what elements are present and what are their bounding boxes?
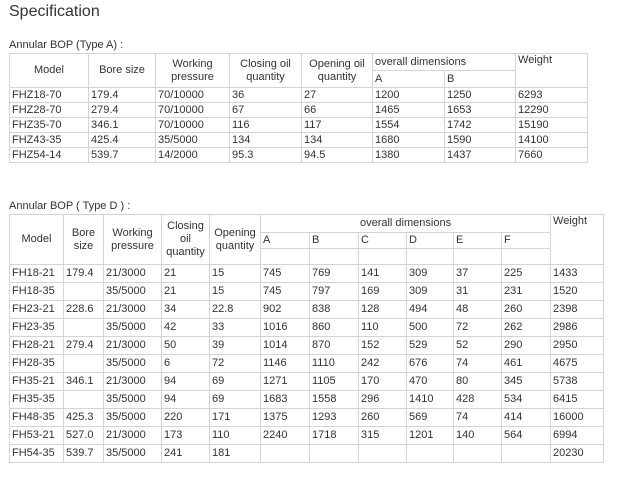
cell-closing-oil: 34 [162,301,210,319]
cell-closing-oil: 173 [162,427,210,445]
cell-working-pressure: 70/10000 [156,103,230,118]
cell-dim-d: 676 [407,355,454,373]
cell-weight: 1433 [551,265,604,283]
cell-dim-e: 80 [454,373,502,391]
header-dim-spacer [407,249,454,265]
cell-dim-f: 414 [502,409,551,427]
header-model: Model [10,215,64,265]
cell-dim-d: 470 [407,373,454,391]
cell-closing-oil: 42 [162,319,210,337]
header-dim-spacer [310,249,359,265]
table-row [10,337,604,355]
cell-dim-f [502,445,551,463]
cell-closing-oil: 95.3 [230,148,302,163]
header-working-pressure [156,54,230,88]
header-closing-line3: quantity [166,246,205,258]
cell-opening-quantity: 15 [210,283,261,301]
cell-opening-quantity: 72 [210,355,261,373]
cell-bore-size: 539.7 [64,445,104,463]
cell-bore-size: 425.3 [64,409,104,427]
cell-dim-a: 1680 [373,133,445,148]
header-opening-line1: Opening [214,226,256,239]
cell-dim-f: 231 [502,283,551,301]
table-row [10,133,588,148]
header-bore-line1: Bore [71,226,96,239]
cell-opening-quantity: 69 [210,391,261,409]
header-dim-spacer [359,249,407,265]
cell-dim-d: 1410 [407,391,454,409]
cell-dim-b: 1558 [310,391,359,409]
table-a-body [10,88,588,163]
cell-dim-b: 797 [310,283,359,301]
cell-closing-oil: 67 [230,103,302,118]
cell-weight: 7660 [516,148,588,163]
cell-dim-c: 169 [359,283,407,301]
cell-dim-d [407,445,454,463]
cell-dim-b: 1293 [310,409,359,427]
cell-dim-c: 170 [359,373,407,391]
cell-model: FH35-35 [10,391,64,409]
cell-working-pressure: 21/3000 [104,265,162,283]
header-working-line1: Working [112,226,153,239]
cell-working-pressure: 35/5000 [104,445,162,463]
cell-dim-a: 1683 [261,391,310,409]
header-dim-a: A [373,71,445,88]
cell-bore-size: 279.4 [89,103,156,118]
header-working-line1: Working [172,57,213,70]
cell-dim-b: 838 [310,301,359,319]
cell-model: FHZ28-70 [10,103,89,118]
cell-working-pressure: 35/5000 [104,319,162,337]
cell-dim-f: 461 [502,355,551,373]
cell-dim-e [454,445,502,463]
page-title: Specification [9,3,100,20]
cell-closing-oil: 94 [162,373,210,391]
header-bore-size [64,215,104,265]
cell-opening-quantity: 15 [210,265,261,283]
cell-opening-oil: 27 [302,88,373,103]
header-closing-oil [230,54,302,88]
header-dim-d: D [407,233,454,249]
annular-bop-type-d-table [9,214,604,463]
cell-dim-a: 902 [261,301,310,319]
cell-dim-a [261,445,310,463]
header-closing-line1: Closing oil [240,57,291,70]
cell-dim-c: 141 [359,265,407,283]
cell-dim-e: 74 [454,355,502,373]
cell-opening-oil: 94.5 [302,148,373,163]
cell-working-pressure: 35/5000 [104,283,162,301]
cell-opening-oil: 66 [302,103,373,118]
header-dim-spacer [261,249,310,265]
cell-bore-size: 539.7 [89,148,156,163]
table-row [10,319,604,337]
cell-weight: 6415 [551,391,604,409]
cell-dim-e: 74 [454,409,502,427]
table-row [10,148,588,163]
cell-dim-d: 1201 [407,427,454,445]
cell-dim-b: 860 [310,319,359,337]
cell-dim-f: 260 [502,301,551,319]
header-closing-oil [162,215,210,265]
cell-dim-e: 428 [454,391,502,409]
cell-bore-size: 279.4 [64,337,104,355]
cell-dim-a: 1554 [373,118,445,133]
cell-dim-b: 1110 [310,355,359,373]
cell-dim-b: 1437 [445,148,516,163]
cell-weight: 20230 [551,445,604,463]
table-row [10,265,604,283]
cell-dim-f: 225 [502,265,551,283]
cell-dim-d: 500 [407,319,454,337]
cell-closing-oil: 21 [162,265,210,283]
cell-working-pressure: 35/5000 [104,391,162,409]
header-closing-line2: quantity [246,70,285,83]
table-d-body [10,265,604,463]
header-dim-b: B [310,233,359,249]
cell-bore-size [64,391,104,409]
header-opening-line1: Opening oil [309,57,365,70]
header-overall-dimensions: overall dimensions [373,54,516,71]
table-row [10,301,604,319]
cell-bore-size: 527.0 [64,427,104,445]
cell-dim-a: 1375 [261,409,310,427]
cell-dim-a: 2240 [261,427,310,445]
cell-model: FH54-35 [10,445,64,463]
cell-weight: 2398 [551,301,604,319]
cell-working-pressure: 35/5000 [104,355,162,373]
cell-dim-b: 1742 [445,118,516,133]
cell-working-pressure: 70/10000 [156,88,230,103]
cell-opening-quantity: 181 [210,445,261,463]
header-dim-b: B [445,71,516,88]
cell-dim-d: 309 [407,265,454,283]
cell-closing-oil: 6 [162,355,210,373]
cell-opening-quantity: 171 [210,409,261,427]
cell-weight: 2950 [551,337,604,355]
cell-opening-oil: 117 [302,118,373,133]
cell-dim-a: 1380 [373,148,445,163]
header-overall-dimensions: overall dimensions [261,215,551,233]
header-dim-e: E [454,233,502,249]
cell-model: FH23-21 [10,301,64,319]
cell-dim-d: 529 [407,337,454,355]
cell-opening-quantity: 69 [210,373,261,391]
table-row [10,373,604,391]
cell-bore-size [64,355,104,373]
cell-opening-quantity: 39 [210,337,261,355]
cell-bore-size [64,319,104,337]
cell-dim-a: 1014 [261,337,310,355]
cell-working-pressure: 21/3000 [104,337,162,355]
annular-bop-type-a-table [9,53,588,163]
cell-dim-b: 1590 [445,133,516,148]
cell-weight: 1520 [551,283,604,301]
cell-weight: 6994 [551,427,604,445]
cell-dim-a: 745 [261,283,310,301]
table-row [10,118,588,133]
cell-dim-e: 72 [454,319,502,337]
cell-weight: 16000 [551,409,604,427]
cell-closing-oil: 50 [162,337,210,355]
cell-dim-a: 1271 [261,373,310,391]
header-working-pressure [104,215,162,265]
header-working-line2: pressure [171,70,214,83]
header-model: Model [10,54,89,88]
cell-dim-c: 296 [359,391,407,409]
table-d-caption: Annular BOP ( Type D ) : [9,200,131,212]
cell-dim-a: 1465 [373,103,445,118]
header-dim-f: F [502,233,551,249]
header-opening-oil [302,54,373,88]
cell-model: FH48-35 [10,409,64,427]
header-opening-line2: quantity [317,70,357,83]
cell-dim-d: 494 [407,301,454,319]
table-row [10,103,588,118]
cell-dim-b: 1250 [445,88,516,103]
cell-dim-a: 1146 [261,355,310,373]
header-dim-c: C [359,233,407,249]
cell-dim-e: 140 [454,427,502,445]
cell-weight: 6293 [516,88,588,103]
cell-dim-a: 1016 [261,319,310,337]
cell-opening-quantity: 22.8 [210,301,261,319]
cell-closing-oil: 116 [230,118,302,133]
cell-model: FH53-21 [10,427,64,445]
cell-dim-b: 1718 [310,427,359,445]
cell-opening-oil: 134 [302,133,373,148]
cell-weight: 5738 [551,373,604,391]
table-row [10,427,604,445]
cell-working-pressure: 21/3000 [104,373,162,391]
cell-dim-e: 37 [454,265,502,283]
cell-dim-e: 52 [454,337,502,355]
cell-dim-b: 1105 [310,373,359,391]
cell-weight: 14100 [516,133,588,148]
cell-dim-c: 152 [359,337,407,355]
cell-dim-c: 260 [359,409,407,427]
cell-opening-quantity: 33 [210,319,261,337]
cell-dim-b: 769 [310,265,359,283]
cell-weight: 12290 [516,103,588,118]
cell-dim-d: 569 [407,409,454,427]
header-opening-quantity [210,215,261,265]
cell-bore-size: 346.1 [89,118,156,133]
cell-opening-quantity: 110 [210,427,261,445]
cell-dim-f: 564 [502,427,551,445]
cell-dim-c: 315 [359,427,407,445]
cell-working-pressure: 35/5000 [156,133,230,148]
table-row [10,355,604,373]
cell-model: FH23-35 [10,319,64,337]
cell-bore-size: 346.1 [64,373,104,391]
table-row [10,445,604,463]
cell-dim-a: 1200 [373,88,445,103]
table-row [10,283,604,301]
cell-model: FHZ18-70 [10,88,89,103]
cell-dim-f: 290 [502,337,551,355]
cell-closing-oil: 36 [230,88,302,103]
cell-weight: 4675 [551,355,604,373]
cell-dim-b: 1653 [445,103,516,118]
cell-dim-f: 262 [502,319,551,337]
cell-dim-f: 534 [502,391,551,409]
cell-bore-size: 179.4 [64,265,104,283]
header-closing-line2: oil [179,233,191,245]
cell-model: FH28-21 [10,337,64,355]
cell-dim-b: 870 [310,337,359,355]
cell-dim-f: 345 [502,373,551,391]
cell-model: FH18-35 [10,283,64,301]
cell-weight: 2986 [551,319,604,337]
cell-dim-c: 110 [359,319,407,337]
cell-weight: 15190 [516,118,588,133]
header-bore-line2: size [73,239,94,252]
header-opening-line2: quantity [215,239,255,252]
header-dim-spacer [454,249,502,265]
cell-dim-e: 31 [454,283,502,301]
cell-model: FH28-35 [10,355,64,373]
cell-closing-oil: 21 [162,283,210,301]
header-dim-a: A [261,233,310,249]
cell-dim-c: 128 [359,301,407,319]
cell-dim-c [359,445,407,463]
header-weight: Weight [551,215,604,265]
cell-dim-b [310,445,359,463]
cell-closing-oil: 94 [162,391,210,409]
cell-working-pressure: 21/3000 [104,301,162,319]
header-weight: Weight [516,54,588,88]
header-working-line2: pressure [111,239,154,252]
table-row [10,88,588,103]
cell-closing-oil: 220 [162,409,210,427]
header-bore-size: Bore size [89,54,156,88]
cell-working-pressure: 35/5000 [104,409,162,427]
cell-bore-size: 228.6 [64,301,104,319]
cell-model: FHZ35-70 [10,118,89,133]
cell-bore-size [64,283,104,301]
header-dim-spacer [502,249,551,265]
cell-working-pressure: 14/2000 [156,148,230,163]
cell-dim-e: 48 [454,301,502,319]
table-row [10,391,604,409]
cell-model: FHZ54-14 [10,148,89,163]
cell-closing-oil: 134 [230,133,302,148]
header-closing-line1: Closing [167,220,204,232]
cell-working-pressure: 70/10000 [156,118,230,133]
cell-dim-d: 309 [407,283,454,301]
cell-closing-oil: 241 [162,445,210,463]
cell-working-pressure: 21/3000 [104,427,162,445]
cell-bore-size: 179.4 [89,88,156,103]
cell-model: FH18-21 [10,265,64,283]
cell-model: FH35-21 [10,373,64,391]
cell-model: FHZ43-35 [10,133,89,148]
cell-dim-c: 242 [359,355,407,373]
cell-bore-size: 425.4 [89,133,156,148]
table-row [10,409,604,427]
table-a-caption: Annular BOP (Type A) : [9,39,124,51]
cell-dim-a: 745 [261,265,310,283]
